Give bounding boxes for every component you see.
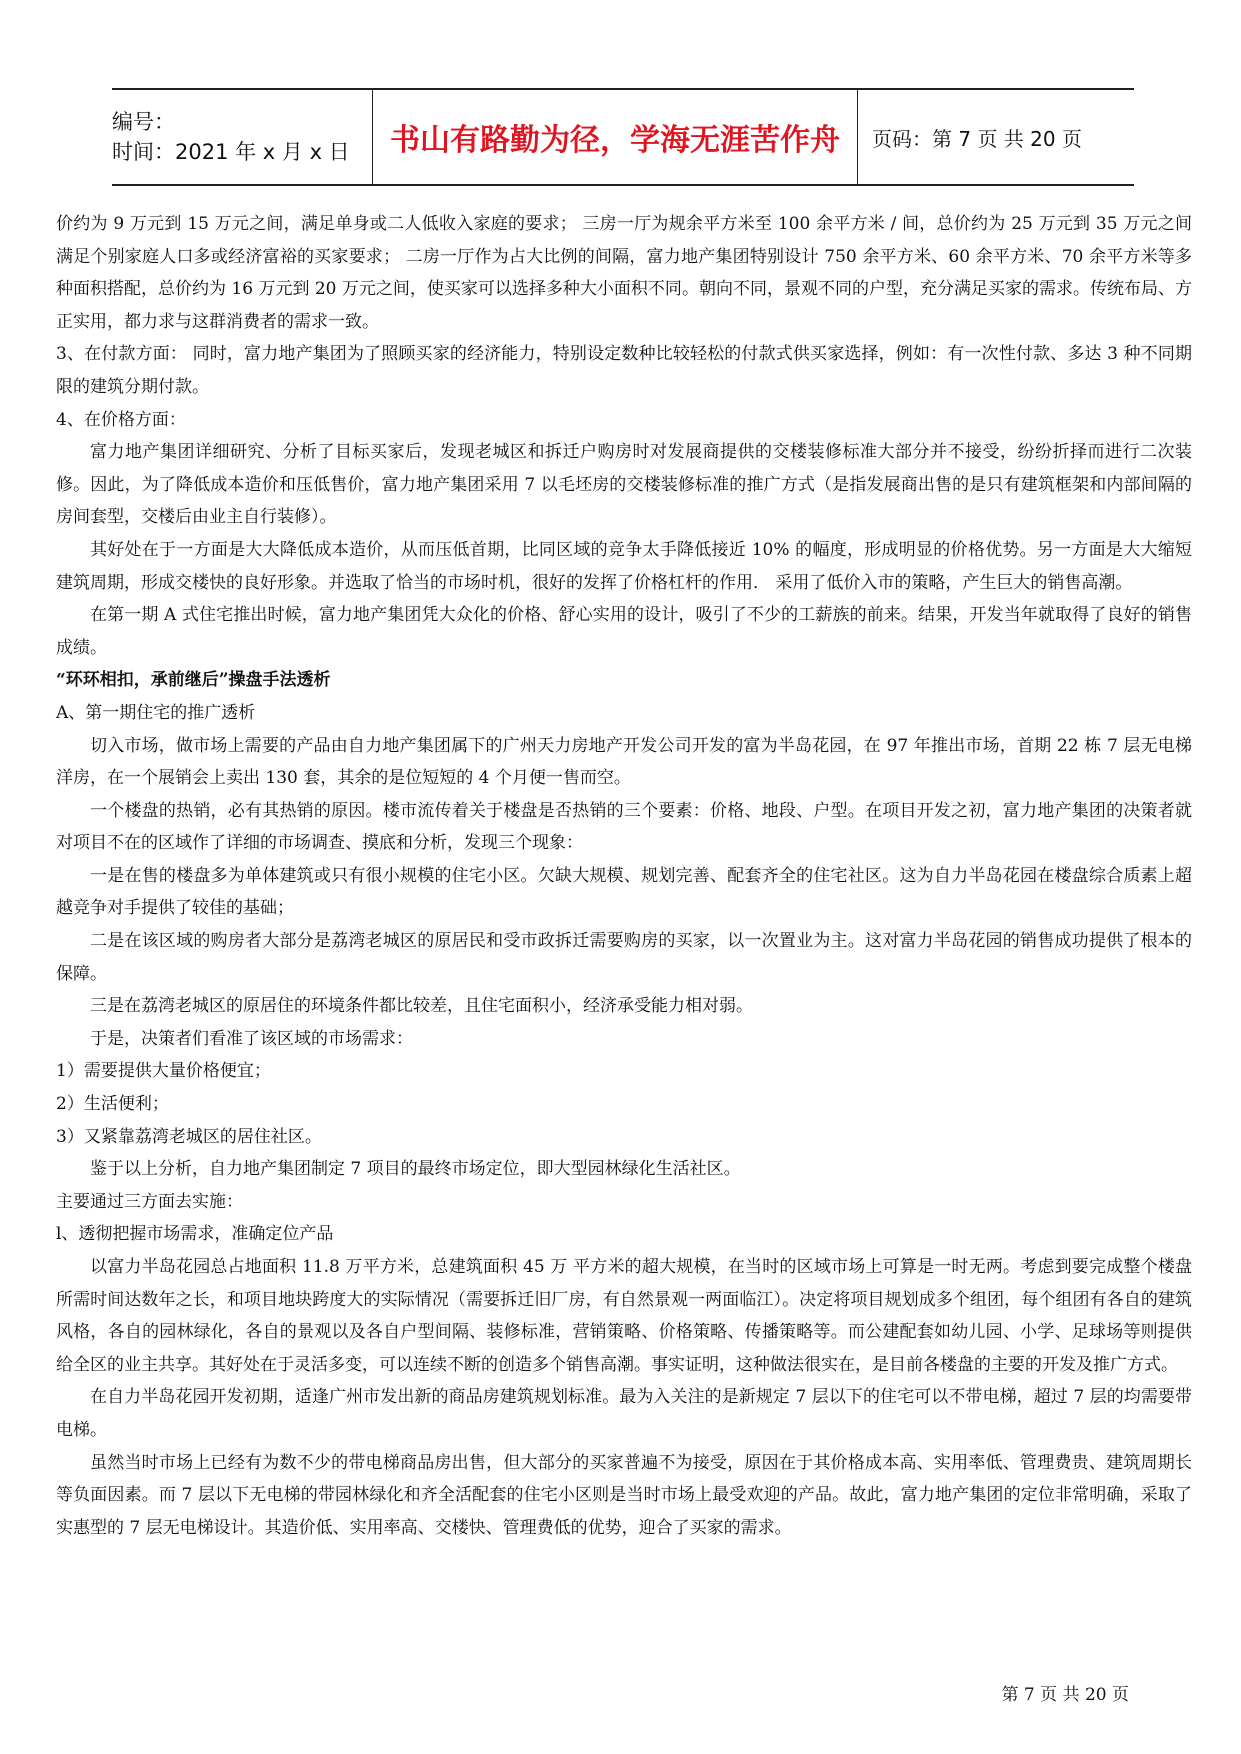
header-motto: 书山有路勤为径，学海无涯苦作舟 (372, 90, 858, 184)
paragraph: 在自力半岛花园开发初期，适逢广州市发出新的商品房建筑规划标准。最为入关注的是新规定 7 层以下的住宅可以不带电梯，超过 7 层的均需要带电梯。 (56, 1387, 1192, 1440)
list-item: 3）又紧靠荔湾老城区的居住社区。 (56, 1126, 322, 1147)
paragraph: 三是在荔湾老城区的原居住的环境条件都比较差，且住宅面积小，经济承受能力相对弱。 (90, 996, 753, 1017)
header-page-info: 页码：第 7 页 共 20 页 (872, 126, 1082, 151)
paragraph: 以富力半岛花园总占地面积 11.8 万平方米，总建筑面积 45 万 平方米的超大规模，在当时的区域市场上可算是一时无两。考虑到要完成整个楼盘所需时间达数年之长，和项目地块跨度大的实际情况（需要拆迁旧厂房，有自然景观一两面临江）。决定将项目规划成多个组团，每个组团有各自的建筑风格，各自的园林绿化，各自的景观以及各自户型间隔、装修标准，营销策略、价格策略、传播策略等。而公建配套如幼儿园、小学、足球场等则提供给全区的业主共享。其好处在于灵活多变，可以连续不断的创造多个销售高潮。事实证明，这种做法很实在，是目前各楼盘的主要的开发及推广方式。 (56, 1257, 1192, 1375)
subsection-heading: l、透彻把握市场需求，准确定位产品 (56, 1224, 334, 1245)
paragraph: 价约为 9 万元到 15 万元之间，满足单身或二人低收入家庭的要求； 三房一厅为规余平方米至 100 余平方米 / 间，总价约为 25 万元到 35 万元之间满足个别家庭人口多或经济富裕的买家要求； 二房一厅作为占大比例的间隔，富力地产集团特别设计 750 余平方米、60 余平方米、70 余平方米等多种面积搭配，总价约为 16 万元到 20 万元之间，使买家可以选择多种大小面积不同。朝向不同，景观不同的户型，充分满足买家的需求。传统布局、方正实用，都力求与这群消费者的需求一致。 (56, 214, 1192, 332)
paragraph: 在第一期 A 式住宅推出时候，富力地产集团凭大众化的价格、舒心实用的设计，吸引了不少的工薪族的前来。结果，开发当年就取得了良好的销售成绩。 (56, 605, 1192, 658)
document-time-label: 时间：2021 年 x 月 x 日 (112, 140, 350, 164)
paragraph: 鉴于以上分析，自力地产集团制定 7 项目的最终市场定位，即大型园林绿化生活社区。 (90, 1159, 741, 1180)
paragraph: 主要通过三方面去实施： (56, 1191, 243, 1212)
paragraph: 二是在该区域的购房者大部分是荔湾老城区的原居民和受市政拆迁需要购房的买家，以一次置业为主。这对富力半岛花园的销售成功提供了根本的保障。 (56, 931, 1192, 984)
document-number-label: 编号： (112, 110, 175, 134)
document-header (112, 88, 1134, 186)
subsection-heading: A、第一期住宅的推广透析 (56, 702, 256, 723)
paragraph: 一个楼盘的热销，必有其热销的原因。楼市流传着关于楼盘是否热销的三个要素：价格、地段、户型。在项目开发之初，富力地产集团的决策者就对项目不在的区域作了详细的市场调查、摸底和分析，发现三个现象： (56, 800, 1192, 854)
paragraph: 4、在价格方面： (56, 409, 186, 430)
paragraph: 3、在付款方面： 同时，富力地产集团为了照顾买家的经济能力，特别设定数种比较轻松的付款式供买家选择，例如：有一次性付款、多达 3 种不同期限的建筑分期付款。 (56, 344, 1192, 397)
page-footer: 第 7 页 共 20 页 (1001, 1685, 1129, 1705)
paragraph: 富力地产集团详细研究、分析了目标买家后，发现老城区和拆迁户购房时对发展商提供的交楼装修标准大部分并不接受，纷纷折择而进行二次装修。因此，为了降低成本造价和压低售价，富力地产集团采用 7 以毛坯房的交楼装修标准的推广方式（是指发展商出售的是只有建筑框架和内部间隔的房间套型，交楼后由业主自行装修）。 (56, 442, 1192, 528)
paragraph: 切入市场，做市场上需要的产品由自力地产集团属下的广州天力房地产开发公司开发的富为半岛花园，在 97 年推出市场，首期 22 栋 7 层无电梯洋房，在一个展销会上卖出 130 套，其余的是位短短的 4 个月便一售而空。 (56, 735, 1192, 789)
paragraph: 其好处在于一方面是大大降低成本造价，从而压低首期，比同区域的竞争太手降低接近 10% 的幅度，形成明显的价格优势。另一方面是大大缩短建筑周期，形成交楼快的良好形象。并选取了恰当的市场时机，很好的发挥了价格杠杆的作用． 采用了低价入市的策略，产生巨大的销售高潮。 (56, 539, 1192, 593)
section-heading: “环环相扣，承前继后”操盘手法透析 (56, 670, 331, 691)
list-item: 1）需要提供大量价格便宜； (56, 1061, 271, 1082)
paragraph: 虽然当时市场上已经有为数不少的带电梯商品房出售，但大部分的买家普遍不为接受，原因在于其价格成本高、实用率低、管理费贵、建筑周期长等负面因素。而 7 层以下无电梯的带园林绿化和齐全活配套的住宅小区则是当时市场上最受欢迎的产品。故此，富力地产集团的定位非常明确，采取了实惠型的 7 层无电梯设计。其造价低、实用率高、交楼快、管理费低的优势，迎合了买家的需求。 (56, 1452, 1192, 1538)
list-item: 2）生活便利； (56, 1094, 169, 1115)
paragraph: 于是，决策者们看准了该区域的市场需求： (90, 1028, 413, 1049)
header-left-cell (112, 90, 372, 184)
document-body (56, 208, 1192, 1544)
paragraph: 一是在售的楼盘多为单体建筑或只有很小规模的住宅小区。欠缺大规模、规划完善、配套齐全的住宅社区。这为自力半岛花园在楼盘综合质素上超越竞争对手提供了较佳的基础； (56, 865, 1192, 919)
